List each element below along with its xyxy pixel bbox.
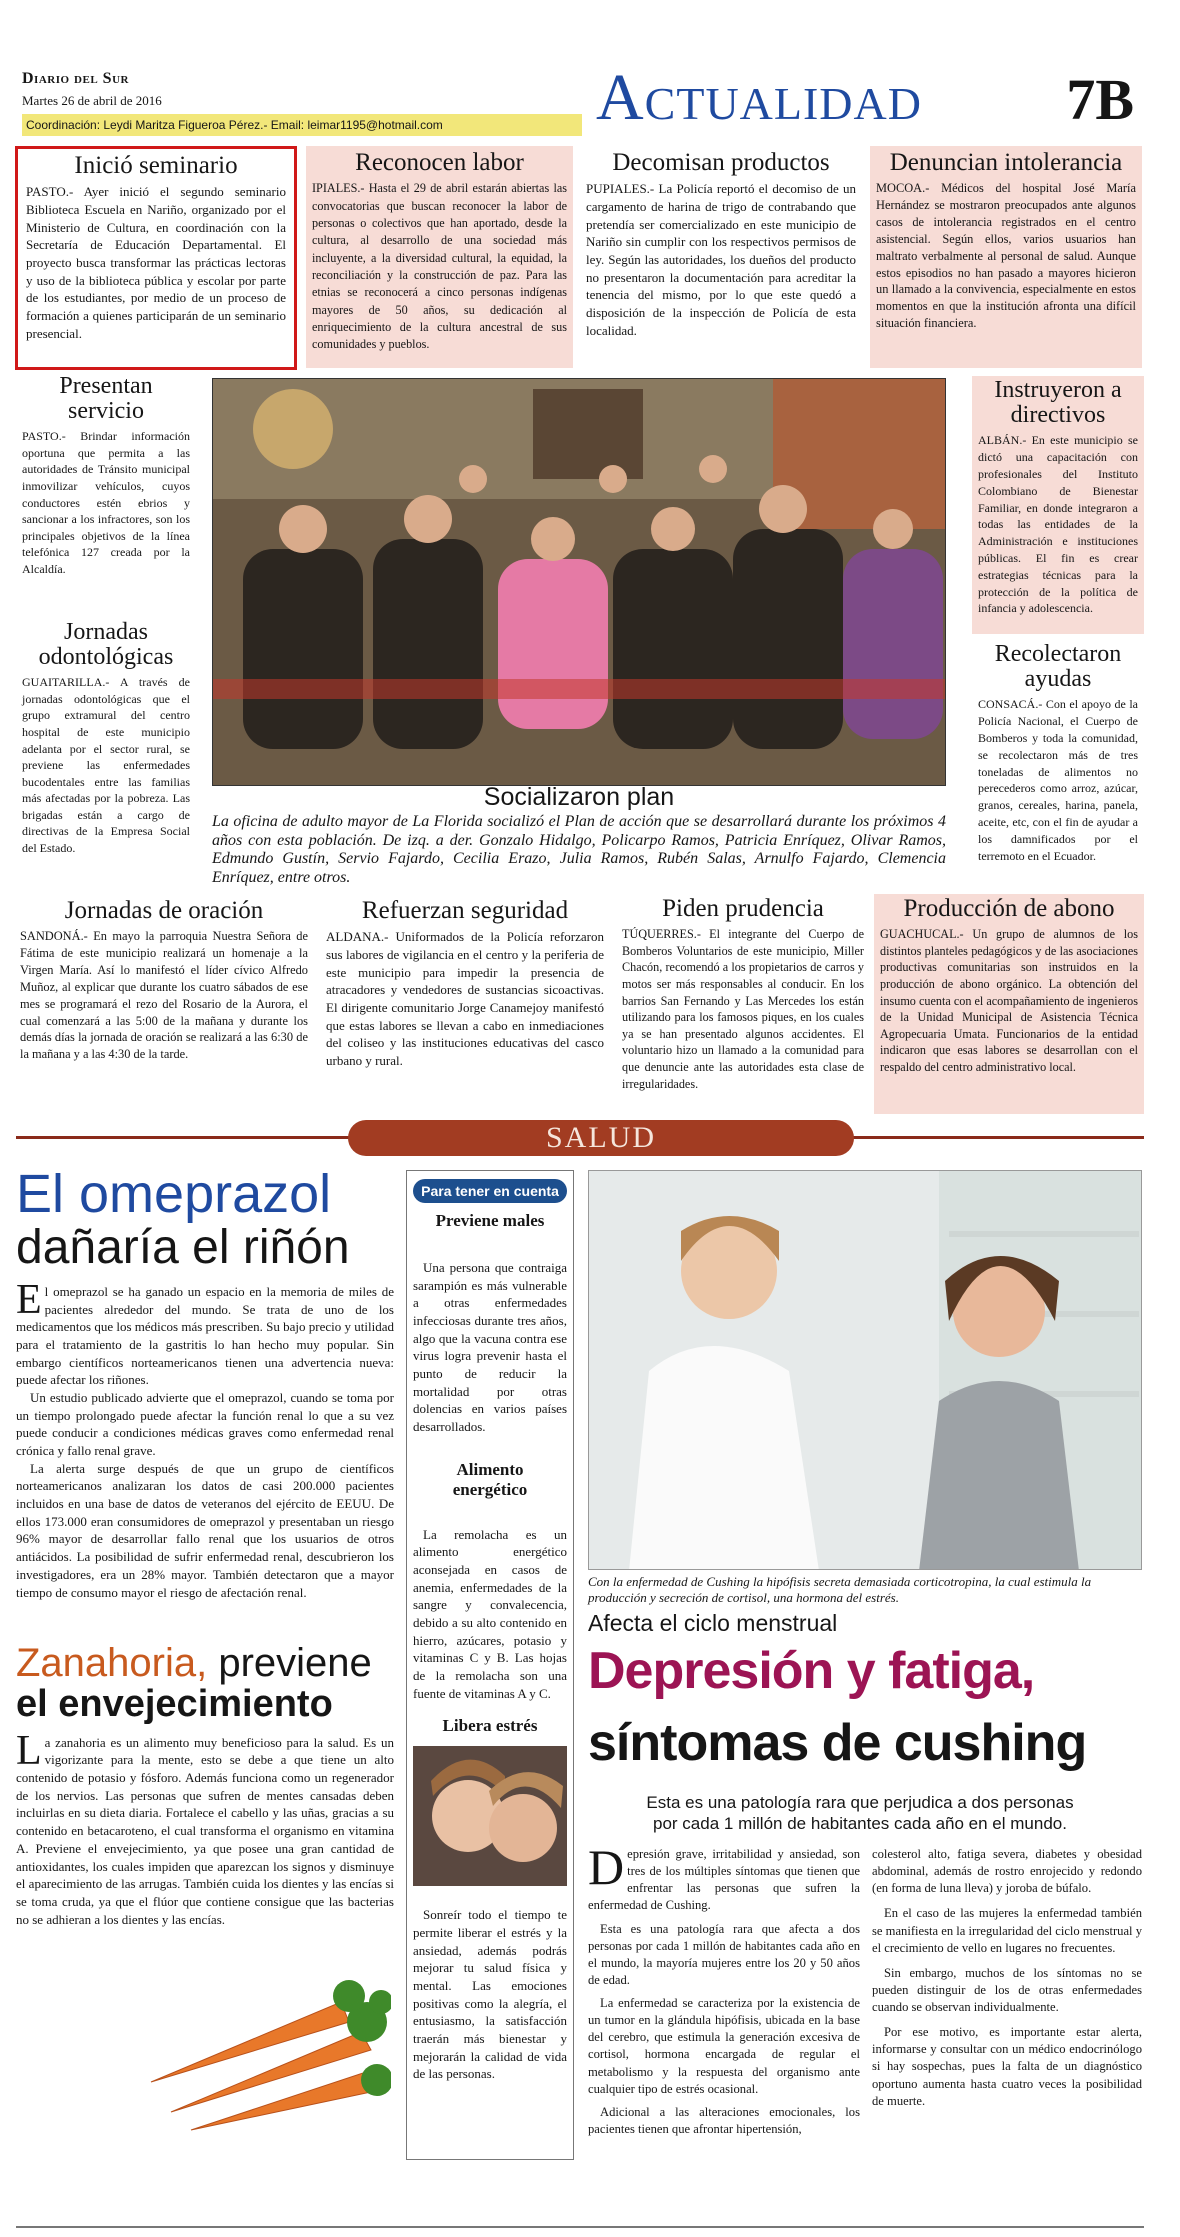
headline-line1: El omeprazol xyxy=(16,1164,332,1224)
drop-cap: L xyxy=(16,1727,42,1774)
omeprazol-article: El omeprazol dañaría el riñón El omeprazol se ha ganado un espacio en la memoria de miles de pacientes alrededor del mundo. Se trata de uno de los medicamentos que los médicos más prescriben. Su bajo precio y utilidad para el tratamiento de la gastritis lo han hecho muy popular. Sin embargo científicos norteamericanos tienen una advertencia nueva: puede afectar los riñones. Un estudio publicado advierte que el omeprazol, cuando se toma por un tiempo prolongado puede afectar la función renal lo que a su vez puede conducir a condiciones médicas graves como enfermedad renal crónica y fallo renal grave. La alerta surge después de que un grupo de científicos norteamericanos analizaran los datos de casi 200.000 pacientes incluidos en una base de datos de veteranos del ejército de EEUU. De ellos 173.000 eran consumidores de omeprazol y presentaban un riesgo 96% mayor de desarrollar fallo renal que los usuarios de otros antiácidos. La posibilidad de sufrir enfermedad renal, descubrieron los investigadores, era un 28% mayor. También detectaron que a mayor tiempo de consumo mayor el riesgo de afectación renal. xyxy=(16,1164,394,1600)
tips-sidebar: Para tener en cuenta Previene males Una persona que contraiga sarampión es más vulnerable a otras enfermedades infecciosas durante tres años, algo que la vacuna contra ese virus logra prevenir hasta el punto de reducir la mortalidad por otras dolencias en varios países desarrollados. Alimento energético La remolacha es un alimento energético aconsejada en casos de anemia, enfermedades de la sangre y convalecencia, debido a su alto contenido en hierro, azúcares, potasio y vitaminas C y B. Las hojas de la remolacha son una fuente de vitaminas A y C. Libera estrés Sonreír todo el tiempo te permite liberar el estrés y la ansiedad, además podrás mejorar tu salud física y mental. Las emociones positivas como la alegría, el entusiasmo, la satisfacción traerán más bienestar y mejorarán la calidad de vida de las personas. xyxy=(406,1170,574,2160)
photo-caption: La oficina de adulto mayor de La Florida socializó el Plan de acción que se desarrollará durante los próximos 4 años con esta población. De izq. a der. Gonzalo Hidalgo, Policarpo Ramos, Patricia Enríquez, Olivar Ramos, Edmundo Gustín, Servio Fajardo, Cecilia Erazo, Julia Ramos, Rubén Salas, Arnulfo Fajardo, Clemencia Enríquez, entre otros. xyxy=(212,813,946,887)
headline-line1: Zanahoria, previene xyxy=(16,1641,372,1685)
brief-body: En este municipio se dictó una capacitación con profesionales del Instituto Colombiano de Bienestar Familiar, en donde integraron a todas las entidades de la Administración e instituciones públicas. El fin es crear estrategias técnicas para la protección de la política de infancia y adolescencia. xyxy=(978,433,1138,616)
brief-body: Uniformados de la Policía reforzaron sus labores de vigilancia en el centro y la periferia de este municipio para impedir la presencia de atracadores y vendedores de sustancias sicoactivas. El dirigente comunitario Jorge Canamejoy manifestó que estas labores se llevan a cabo en inmediaciones del coliseo y las instituciones educativas del casco urbano y rural. xyxy=(326,929,605,1068)
bottom-rule xyxy=(16,2226,1144,2228)
brief-oracion: Jornadas de oración SANDONÁ.- En mayo la parroquia Nuestra Señora de Fátima de este municipio realizará un homenaje a la Virgen María. Así lo manifestó el líder cívico Alfredo Muñoz, al explicar que durante los cuatro sábados de ese mes se programará el rezo del Rosario de la Aurora, el cual comenzará a las 5:00 de la mañana y durante los demás días la jornada de oración se realizará a las 6:30 de la mañana y a las 4:30 de la tarde. xyxy=(20,897,308,1062)
smiling-girls-photo xyxy=(413,1746,567,1886)
cushing-headline-line1: Depresión y fatiga, xyxy=(588,1642,1035,1700)
brief-body: La Policía reportó el decomiso de un cargamento de harina de trigo de contrabando que pretendía ser comercializado en este municipio de Nariño sin cumplir con los respectivos permisos de ley. Según las autoridades, los dueños del producto no presentaron la documentación para acreditar la tenencia del mismo, por lo que este quedó a disposición de la inspección de Policía de esta localidad. xyxy=(586,181,856,338)
brief-refuerzan: Refuerzan seguridad ALDANA.- Uniformados de la Policía reforzaron sus labores de vigilancia en el centro y la periferia de este municipio para impedir la presencia de atracadores y vendedores de sustancias sicoactivas. El dirigente comunitario Jorge Canamejoy manifestó que estas labores se llevan a cabo en inmediaciones del coliseo y las instituciones educativas del casco urbano y rural. xyxy=(326,897,605,1068)
brief-body: El integrante del Cuerpo de Bomberos Voluntarios de este municipio, Miller Chacón, recomendó a los propietarios de carros y motos ser más responsables al conducir. En los barrios San Fernando y Las Mercedes los están utilizando para los famosos piques, en los cuales ya se han presentado algunos accidentes. El voluntario hizo un llamado a la comunidad para que denuncie ante las autoridades esta clase de irregularidades. xyxy=(622,927,865,1091)
drop-cap: D xyxy=(588,1839,625,1895)
brief-title: Refuerzan seguridad xyxy=(361,897,569,924)
brief-title: Inició seminario xyxy=(74,152,238,179)
cushing-col2: colesterol alto, fatiga severa, diabetes y obesidad abdominal, además de rostro enrojecido y redondo (en forma de luna lleva) y joroba de búfalo. En el caso de las mujeres la enfermedad también se manifiesta en la irregularidad del ciclo menstrual y el crecimiento de vello en lugares no frecuentes. Sin embargo, muchos de los síntomas no se pueden distinguir de los de otras enfermedades cuando se observan individualmente. Por ese motivo, es importante estar alerta, informarse y consultar con un médico endocrinólogo si hay sospechas, pues la falta de un diagnóstico oportuno aumenta hasta cuatro veces la posibilidad de muerte. xyxy=(872,1847,1142,2108)
brief-title: Jornadas odontológicas xyxy=(38,619,174,671)
main-photo xyxy=(212,378,946,786)
salud-banner: SALUD xyxy=(348,1120,854,1156)
brief-body: Con el apoyo de la Policía Nacional, el Cuerpo de Bomberos y toda la comunidad, se recolectaron más de tres toneladas de alimentos no perecederos como arroz, azúcar, granos, cereales, harina, panela, aceite, etc, con el fin de ayudar a los damnificados por el terremoto en el Ecuador. xyxy=(978,697,1139,863)
brief-instruyeron: Instruyeron a directivos ALBÁN.- En este municipio se dictó una capacitación con profesionales del Instituto Colombiano de Bienestar Familiar, en donde integraron a todas las entidades de la Administración e instituciones públicas. El fin es crear estrategias técnicas para la protección de la política de infancia y adolescencia. xyxy=(972,376,1144,634)
brief-title: Denuncian intolerancia xyxy=(889,149,1123,176)
brief-inicio: Inició seminario PASTO.- Ayer inició el segundo seminario Biblioteca Escuela en Nariño, organizado por el Ministerio de Cultura, en coordinación con la Secretaría de Educación Departamental. El proyecto busca transformar las prácticas lectoras y uso de la biblioteca pública y escolar por parte de los estudiantes, por medio de un proceso de formación a quienes participarán de un seminario presencial. xyxy=(15,146,297,370)
zanahoria-article: Zanahoria, previene el envejecimiento La zanahoria es un alimento muy beneficioso para la salud. Es un vigorizante para la mente, esto se debe a que tiene un alto contenido de potasio y fósforo. Además funciona como un regenerador de los nervios. Las personas que sufren de mentes cansadas deben incluirlas en su dieta diaria. Fortalece el cabello y las uñas, gracias a su contenido en betacaroteno, el cual transforma el organismo en vitamina A. Previene el envejecimiento, ya que posee una gran cantidad de antioxidantes, los cuales impiden que aparezcan los signos y disminuye el aparecimiento de las arrugas. También cuida los dientes y las encías si se toma cruda, ya que el flúor que contiene consigue que las bacterias no se adhieran a los dientes y las encías. xyxy=(16,1642,394,2167)
brief-body: Médicos del hospital José María Hernández se mostraron preocupados ante algunos casos de intolerancia registrados en el centro asistencial. Según ellos, varios usuarios han maltrato verbalmente al personal de salud. Aunque estos episodios no han pasado a mayores hicieron un llamado a la convivencia, especialmente en estos momentos en que la institución afronta una difícil situación financiera. xyxy=(876,181,1136,331)
tip-heading: Previene males xyxy=(435,1211,545,1230)
headline-line2: el envejecimiento xyxy=(16,1683,333,1725)
brief-title: Reconocen labor xyxy=(355,149,524,176)
section-title: Actualidad xyxy=(596,61,922,134)
paper-name: Diario del Sur xyxy=(22,70,129,87)
masthead xyxy=(22,62,1140,142)
tip-heading: Libera estrés xyxy=(442,1716,538,1736)
issue-date: Martes 26 de abril de 2016 xyxy=(22,93,162,108)
doctor-patient-photo xyxy=(588,1170,1142,1570)
cushing-headline-line2: síntomas de cushing xyxy=(588,1714,1087,1772)
brief-recolectaron: Recolectaron ayudas CONSACÁ.- Con el apoyo de la Policía Nacional, el Cuerpo de Bomberos y toda la comunidad, se recolectaron más de tres toneladas de alimentos no perecederos como arroz, azúcar, granos, cereales, harina, panela, aceite, etc, con el fin de ayudar a los damnificados por el terremoto en el Ecuador. xyxy=(978,641,1139,863)
brief-body: A través de jornadas odontológicas que el grupo extramural del centro hospital de este municipio adelanta por el sector rural, se previene las enfermedades bucodentales entre las familias más afectadas por la pobreza. Las brigadas están a cargo de directivas de la Empresa Social del Estado. xyxy=(22,675,191,855)
brief-decomisan: Decomisan productos PUPIALES.- La Policía reportó el decomiso de un cargamento de harina de trigo de contrabando que pretendía ser comercializado en este municipio de Nariño sin cumplir con los respectivos permisos de ley. Según las autoridades, los dueños del producto no presentaron la documentación para acreditar la tenencia del mismo, por lo que este quedó a disposición de la inspección de Policía de esta localidad. xyxy=(586,149,856,338)
brief-body: Un grupo de alumnos de los distintos planteles pedagógicos y de las asociaciones productivas comunitarias son instruidos en la producción de abono orgánico. La obtención del insumo cuenta con el acompañamiento de ingenieros de la Unidad Municipal de Asistencia Técnica Agropecuaria Umata. Funcionarios de la entidad indicaron que esas labores se desarrollan con el respaldo del centro administrativo local. xyxy=(880,927,1139,1074)
photo-title: Socializaron plan xyxy=(483,783,675,811)
brief-piden: Piden prudencia TÚQUERRES.- El integrante del Cuerpo de Bomberos Voluntarios de este municipio, Miller Chacón, recomendó a los propietarios de carros y motos ser más responsables al conducir. En los barrios San Fernando y Las Mercedes los están utilizando para los famosos piques, en los cuales ya se han presentado algunos accidentes. El voluntario hizo un llamado a la comunidad para que denuncie ante las autoridades esta clase de irregularidades. xyxy=(622,895,865,1091)
drop-cap: E xyxy=(16,1277,42,1324)
brief-reconocen: Reconocen labor IPIALES.- Hasta el 29 de abril estarán abiertas las convocatorias que buscan reconocer la labor de personas o colectivos que han aportado, desde la cultura, al desarrollo de una sociedad más incluyente, a la diversidad cultural, la equidad, la reconciliación y la construcción de paz. Para las etnias se reconocerá a cinco personas indígenas mayores de 50 años, su dedicación al enriquecimiento de la cultura ancestral de sus comunidades y pueblos. xyxy=(306,146,573,368)
cushing-col1: Depresión grave, irritabilidad y ansiedad, son tres de los múltiples síntomas que tienen que enfrentar las personas que sufren la enfermedad de Cushing. Esta es una patología rara que afecta a dos personas por cada 1 millón de habitantes cada año en el mundo, la mayoría mujeres entre los 20 y 50 años de edad. La enfermedad se caracteriza por la existencia de un tumor en la glándula hipófisis, ubicada en la base del cerebro, que estimula la generación excesiva de cortisol, hormona encargada de regular el metabolismo y la respuesta del organismo ante cualquier tipo de estrés ocasional. Adicional a las alteraciones emocionales, los pacientes tienen que afrontar hipertensión, xyxy=(588,1839,860,2136)
brief-body: Hasta el 29 de abril estarán abiertas las convocatorias que buscan reconocer la labor de personas o colectivos que han aportado, desde la cultura, al desarrollo de una sociedad más incluyente, a la diversidad cultural, la equidad, la reconciliación y la construcción de paz. Para las etnias se reconocerá a cinco personas indígenas mayores de 50 años, su dedicación al enriquecimiento de la cultura ancestral de sus comunidades y pueblos. xyxy=(312,181,567,352)
badge-para-tener-en-cuenta: Para tener en cuenta xyxy=(413,1179,567,1203)
brief-denuncian: Denuncian intolerancia MOCOA.- Médicos del hospital José María Hernández se mostraron preocupados ante algunos casos de intolerancia registrados en el centro asistencial. Según ellos, varios usuarios han maltrato verbalmente al personal de salud. Aunque estos episodios no han pasado a mayores hicieron un llamado a la convivencia, especialmente en estos momentos en que la institución afronta una difícil situación financiera. xyxy=(870,146,1142,368)
brief-title: Decomisan productos xyxy=(612,149,830,176)
brief-presentan: Presentan servicio PASTO.- Brindar información oportuna que permita a las autoridades de Tránsito municipal inmovilizar vehículos, cuyos conductores estén ebrios y sancionar a los infractores, son los principales objetivos de la línea telefónica 127 creada por la Alcaldía. xyxy=(22,373,190,576)
brief-body: Brindar información oportuna que permita a las autoridades de Tránsito municipal inmovilizar vehículos, cuyos conductores estén ebrios y sancionar a los infractores, son los principales objetivos de la línea telefónica 127 creada por la Alcaldía. xyxy=(22,429,190,576)
brief-jornadas-odontologicas: Jornadas odontológicas GUAITARILLA.- A través de jornadas odontológicas que el grupo extramural del centro hospital de este municipio adelanta por el sector rural, se previene las enfermedades bucodentales entre las familias más afectadas por la pobreza. Las brigadas están a cargo de directivas de la Empresa Social del Estado. xyxy=(22,619,191,855)
carrots-illustration xyxy=(131,1962,391,2132)
cushing-deck: Esta es una patología rara que perjudica a dos personas por cada 1 millón de habitantes cada año en el mundo. xyxy=(646,1793,1074,1834)
tip-heading: Alimento energético xyxy=(452,1459,528,1499)
brief-title: Producción de abono xyxy=(903,895,1115,922)
brief-produccion: Producción de abono GUACHUCAL.- Un grupo de alumnos de los distintos planteles pedagógicos y de las asociaciones productivas comunitarias son instruidos en la producción de abono orgánico. La obtención del insumo cuenta con el acompañamiento de ingenieros de la Unidad Municipal de Asistencia Técnica Agropecuaria Umata. Funcionarios de la entidad indicaron que esas labores se desarrollan con el respaldo del centro administrativo local. xyxy=(874,894,1144,1114)
brief-body: Ayer inició el segundo seminario Biblioteca Escuela en Nariño, organizado por el Ministerio de Cultura, en coordinación con la Secretaría de Educación Departamental. El proyecto busca transformar las prácticas lectoras y uso de la biblioteca pública y escolar por parte de los estudiantes, por medio de un proceso de formación a quienes participarán de un seminario presencial. xyxy=(26,184,286,341)
audience-photo xyxy=(213,379,946,786)
brief-body: En mayo la parroquia Nuestra Señora de Fátima de este municipio realizará un homenaje a la Virgen María. Así lo manifestó el líder cívico Alfredo Muñoz, al explicar que durante los cuatro sábados de ese mes se programará el rezo del Rosario de la Aurora, el cual comenzará a las 5:00 de la mañana y durante los demás días la jornada de oración se realizará a las 6:30 de la mañana y a las 4:30 de la tarde. xyxy=(20,929,308,1062)
headline-line2: dañaría el riñón xyxy=(16,1220,350,1274)
cushing-photo-caption: Con la enfermedad de Cushing la hipófisis secreta demasiada corticotropina, la cual estimula la producción y secreción de cortisol, una hormona del estrés. xyxy=(588,1574,1092,1606)
brief-title: Instruyeron a directivos xyxy=(994,377,1122,429)
brief-title: Presentan servicio xyxy=(59,373,153,425)
coordination-bar: Coordinación: Leydi Maritza Figueroa Pérez.- Email: leimar1195@hotmail.com xyxy=(22,114,582,136)
page-number: 7B xyxy=(1066,67,1134,132)
brief-title: Recolectaron ayudas xyxy=(994,641,1122,693)
cushing-kicker: Afecta el ciclo menstrual xyxy=(588,1610,838,1636)
brief-title: Piden prudencia xyxy=(662,895,824,922)
brief-title: Jornadas de oración xyxy=(64,897,264,924)
